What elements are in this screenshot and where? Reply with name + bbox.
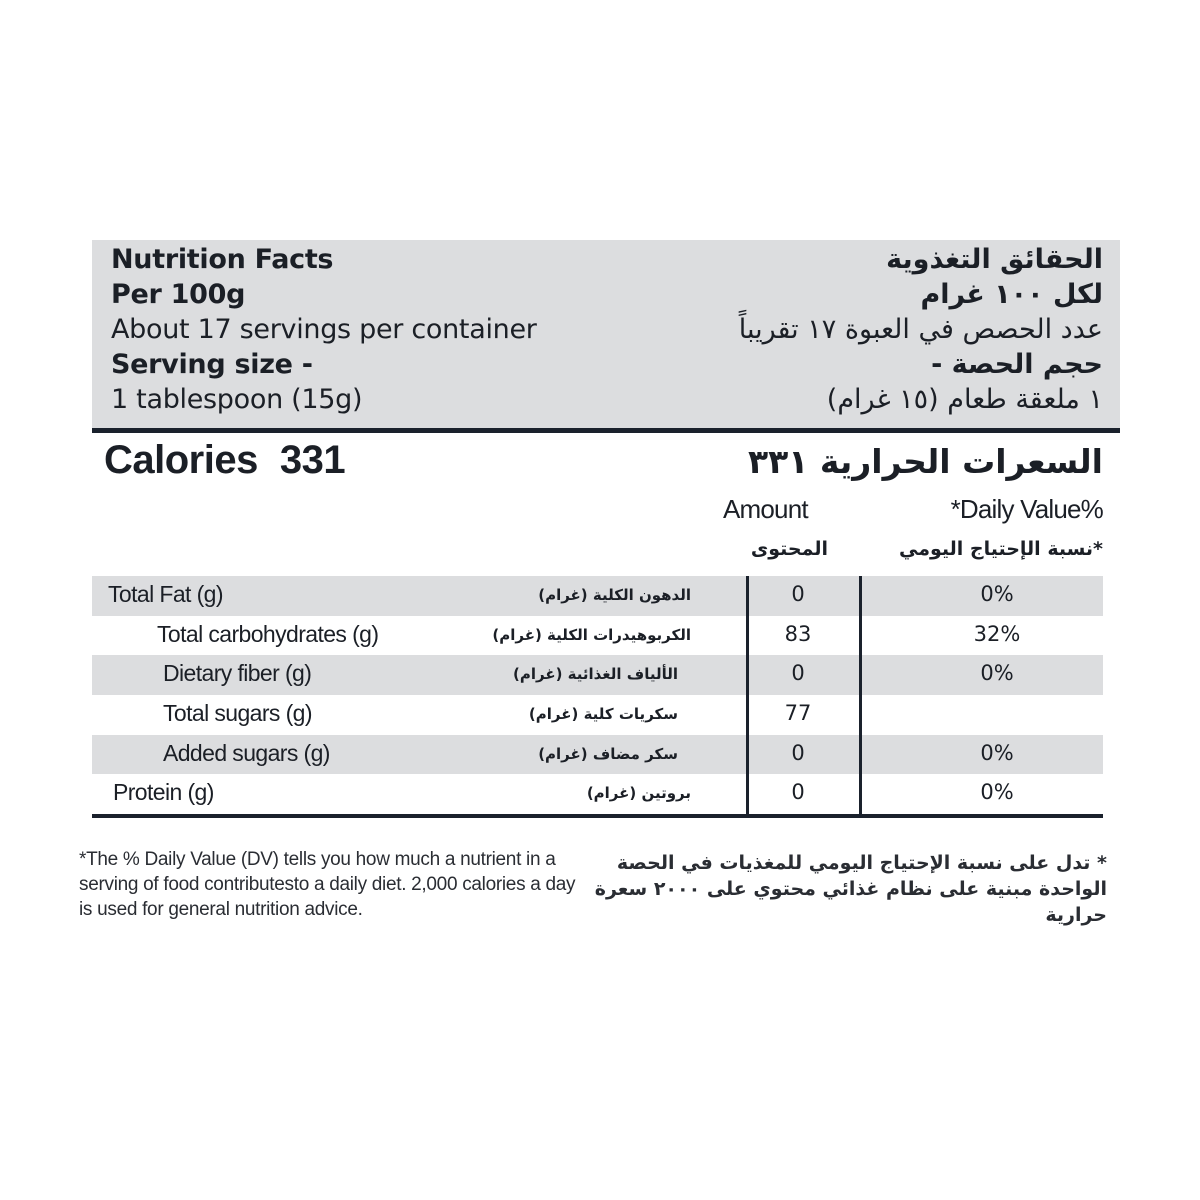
table-row <box>92 695 1103 735</box>
nutrient-name: Dietary fiber (g) <box>163 660 312 687</box>
header-arabic <box>739 242 1103 417</box>
nutrient-daily-value: 0% <box>980 780 1014 805</box>
nutrient-name-ar: سكر مضاف (غرام) <box>538 744 678 763</box>
nutrient-name: Total Fat (g) <box>108 581 223 607</box>
table-bottom-divider <box>92 814 1103 818</box>
calories-value: 331 <box>279 438 346 482</box>
table-row <box>92 616 1103 656</box>
calories-english <box>104 436 345 484</box>
serving-size-value-ar: ١ ملعقة طعام (١٥ غرام) <box>826 384 1103 415</box>
footnote-english: *The % Daily Value (DV) tells you how much a nutrient in a serving of food contributesto a daily diet. 2,000 calories a day is used for general nutrition advice. <box>79 849 576 920</box>
nutrient-name-ar: سكريات كلية (غرام) <box>528 705 678 724</box>
table-row <box>92 576 1103 616</box>
nutrition-facts-title: Nutrition Facts <box>111 244 334 275</box>
table-row <box>92 655 1103 695</box>
nutrient-name-ar: الدهون الكلية (غرام) <box>538 586 691 604</box>
nutrient-name: Total carbohydrates (g) <box>157 620 379 647</box>
nutrient-amount: 0 <box>791 780 805 805</box>
amount-column-header: Amount <box>723 494 808 524</box>
nutrient-name: Total sugars (g) <box>163 700 312 727</box>
amount-column-divider <box>746 576 749 814</box>
nutrient-name: Added sugars (g) <box>163 739 330 766</box>
serving-size-label-ar: حجم الحصة - <box>931 349 1103 380</box>
daily-value-column-divider <box>859 576 862 814</box>
servings-per-container: About 17 servings per container <box>111 314 537 345</box>
calories-label: Calories <box>104 438 258 482</box>
nutrient-daily-value: 0% <box>980 661 1014 686</box>
amount-column-header-ar: المحتوى <box>750 538 828 560</box>
header-english <box>111 242 537 417</box>
table-row <box>92 735 1103 775</box>
serving-size-label: Serving size - <box>111 349 313 380</box>
nutrient-amount: 83 <box>784 621 812 646</box>
nutrient-name-ar: بروتين (غرام) <box>586 784 691 803</box>
nutrient-name-ar: الكربوهيدرات الكلية (غرام) <box>492 625 691 644</box>
nutrient-amount: 77 <box>784 701 812 726</box>
nutrient-name: Protein (g) <box>113 779 214 806</box>
daily-value-column-header-ar: *نسبة الإحتياج اليومي <box>898 538 1103 560</box>
nutrition-facts-title-ar: الحقائق التغذوية <box>886 244 1103 275</box>
nutrient-amount: 0 <box>791 582 805 606</box>
footnote-arabic: * تدل على نسبة الإحتياج اليومي للمغذيات في الحصة الواحدة مبنية على نظام غذائي محتوي على ٢٠٠٠ سعرة حرارية <box>594 852 1107 926</box>
serving-size-value: 1 tablespoon (15g) <box>111 384 363 415</box>
per-amount: Per 100g <box>111 279 246 310</box>
servings-per-container-ar: عدد الحصص في العبوة ١٧ تقريباً <box>738 314 1103 345</box>
nutrient-daily-value: 0% <box>980 582 1014 606</box>
calories-arabic: السعرات الحرارية ٣٣١ <box>747 442 1103 481</box>
nutrient-daily-value: 32% <box>973 621 1021 646</box>
table-row <box>92 774 1103 814</box>
header-divider <box>92 428 1120 433</box>
daily-value-column-header: *Daily Value% <box>950 494 1103 524</box>
nutrient-table <box>92 576 1103 814</box>
nutrient-daily-value: 0% <box>980 740 1014 765</box>
nutrient-amount: 0 <box>791 661 805 686</box>
nutrient-name-ar: الألياف الغذائية (غرام) <box>513 665 678 684</box>
per-amount-ar: لكل ١٠٠ غرام <box>920 279 1103 310</box>
nutrient-amount: 0 <box>791 740 805 765</box>
